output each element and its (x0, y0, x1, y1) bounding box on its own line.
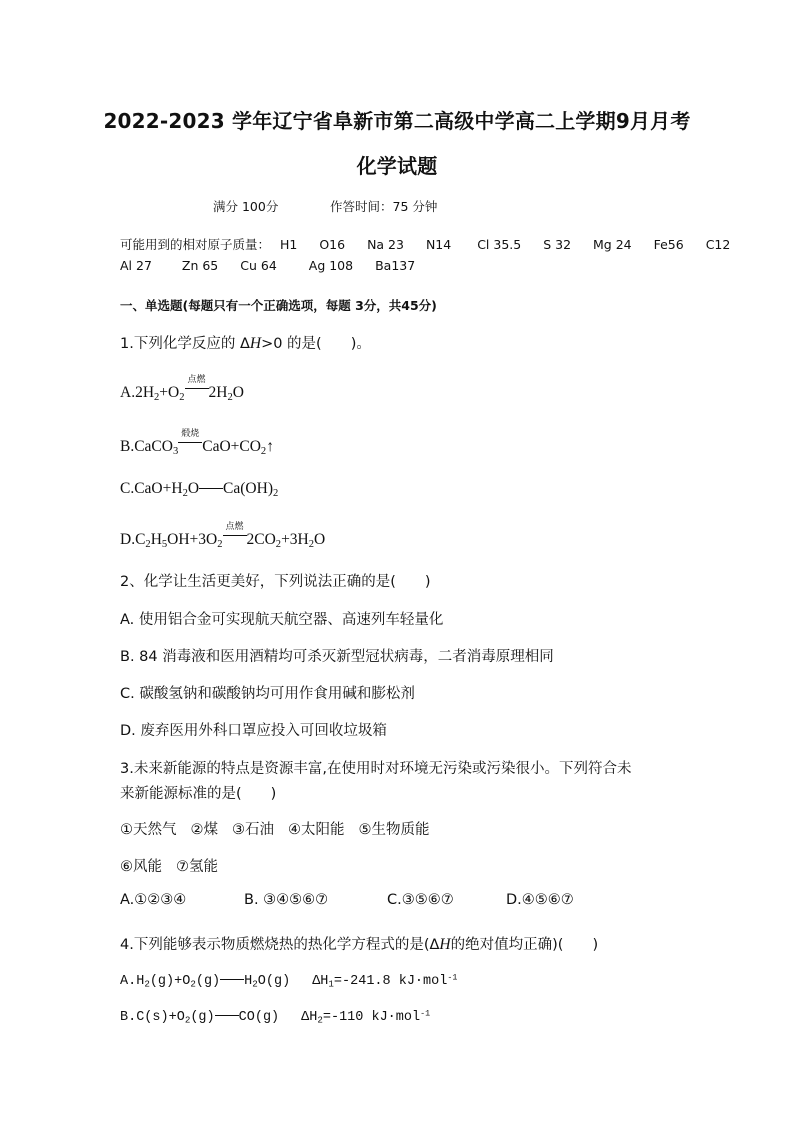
q2-option-a: A. 使用铝合金可实现航天航空器、高速列车轻量化 (120, 612, 444, 628)
formula-part: +O (159, 384, 180, 401)
formula-part: Ca(OH) (223, 480, 273, 497)
unit-exponent: -1 (420, 1008, 431, 1019)
formula-part: C (135, 531, 146, 548)
formula-part: (g) (195, 974, 221, 989)
question-4-stem (120, 933, 598, 954)
section-heading: 一、单选题(每题只有一个正确选项，每题 3分，共45分) (120, 298, 437, 313)
option-label: A. (120, 384, 136, 401)
q2-option-b: B. 84 消毒液和医用酒精均可杀灭新型冠状病毒，二者消毒原理相同 (120, 649, 554, 665)
option-label: A. (120, 974, 137, 989)
q1-option-d: $D.C_2H_5OH+3O_2$ 点燃 $2CO_2+3H_2O$ (120, 528, 325, 549)
formula-part: 2CO (246, 531, 276, 548)
formula-part: O (187, 480, 200, 497)
q3-items-line1 (120, 818, 430, 839)
atomic-mass-item: S 32 (543, 237, 572, 252)
formula-part: CaO+CO (202, 438, 261, 455)
atomic-mass-item: O16 (319, 237, 346, 252)
q1-stem-var: H (249, 335, 262, 352)
formula-part: CO(g) (238, 1010, 280, 1025)
atomic-mass-item: Zn 65 (181, 258, 219, 273)
q3-item: ④太阳能 (288, 822, 345, 838)
enthalpy-symbol: ΔH (301, 1010, 318, 1025)
atomic-mass-item: Ba137 (375, 258, 416, 273)
formula-part: (g) (190, 1010, 215, 1025)
question-1-stem (120, 332, 371, 353)
q4-stem-var: H (439, 936, 451, 953)
atomic-mass-item: Ag 108 (308, 258, 354, 273)
enthalpy-value: =-110 kJ·mol (322, 1010, 421, 1025)
formula-part: OH+3O (167, 531, 218, 548)
q3-item: ⑥风能 (120, 859, 162, 875)
option-label: C. (120, 480, 135, 497)
formula-part: O(g) (257, 974, 291, 989)
reaction-condition: 点燃 (187, 375, 206, 385)
equals-line (215, 1011, 239, 1021)
document-subtitle: 化学试题 (356, 154, 438, 178)
formula-part: O (314, 531, 326, 548)
q3-choice-c: C.③⑤⑥⑦ (387, 892, 454, 908)
equals-line (199, 484, 223, 494)
q4-option-b: $B.C(s)+O_2(g)$ CO(g) $\Delta H_2=-110$ kJ·mol$^{-1}$ (120, 1008, 431, 1026)
atomic-mass-item: N14 (425, 237, 452, 252)
question-3-stem-line1: 3.未来新能源的特点是资源丰富,在使用时对环境无污染或污染很小。下列符合未 (120, 761, 632, 777)
enthalpy-value: =-241.8 kJ·mol (333, 974, 448, 989)
enthalpy-subscript: 1 (328, 978, 334, 990)
q3-choice-d: D.④⑤⑥⑦ (506, 892, 574, 908)
formula-part: H (136, 974, 145, 989)
atomic-mass-label: 可能用到的相对原子质量： (120, 237, 271, 252)
q1-option-c: $C.CaO+H_2O$ $Ca(OH)_2$ (120, 480, 279, 499)
q3-item: ⑤生物质能 (358, 822, 430, 838)
atomic-mass-item: Fe56 (653, 237, 684, 252)
q2-option-c: C. 碳酸氢钠和碳酸钠均可用作食用碱和膨松剂 (120, 686, 415, 702)
exam-time: 作答时间：75 分钟 (330, 199, 438, 214)
document-title: 2022-2023 学年辽宁省阜新市第二高级中学高二上学期9月月考 (103, 109, 691, 133)
atomic-mass-item: Cl 35.5 (477, 237, 522, 252)
enthalpy-symbol: ΔH (312, 974, 329, 989)
enthalpy-subscript: 2 (317, 1014, 323, 1026)
condition-arrow (178, 429, 202, 451)
formula-part: 2H (135, 384, 155, 401)
reaction-condition: 点燃 (225, 522, 244, 532)
condition-arrow (185, 375, 209, 397)
atomic-mass-item: Al 27 (120, 258, 152, 273)
q3-choice-a: A.①②③④ (120, 892, 187, 908)
option-label: B. (120, 438, 135, 455)
q4-stem-post: 的绝对值均正确)( ) (450, 937, 599, 953)
q3-item: ①天然气 (120, 822, 177, 838)
q4-option-a: $A.H_2(g)+O_2(g)$ $H_2O(g)$ $\Delta H_1=-241.8$ kJ·mol$^{-1}$ (120, 972, 458, 990)
q3-item: ⑦氢能 (176, 859, 218, 875)
q1-option-b: B.CaCO$_3$ 煅烧 $CaO+CO_2↑$ (120, 435, 274, 456)
question-2-stem: 2、化学让生活更美好，下列说法正确的是( ) (120, 574, 431, 590)
formula-part: H (150, 531, 162, 548)
q1-stem-post: >0 的是( )。 (261, 336, 371, 352)
formula-part: (g)+O (149, 974, 191, 989)
formula-part: C(s)+O (136, 1010, 185, 1025)
formula-part: H (244, 974, 253, 989)
reaction-condition: 煅烧 (181, 429, 200, 439)
q3-items-line2 (120, 855, 218, 876)
q1-option-a: $A.2H_2+O_2$ 点燃 $2H_2O$ (120, 381, 244, 402)
q2-option-d: D. 废弃医用外科口罩应投入可回收垃圾箱 (120, 723, 387, 739)
formula-part: O (232, 384, 244, 401)
formula-part: 2H (208, 384, 228, 401)
atomic-mass-item: Mg 24 (593, 237, 632, 252)
condition-arrow (223, 522, 247, 544)
q3-choice-b: B. ③④⑤⑥⑦ (244, 892, 329, 908)
equals-line (220, 975, 244, 985)
atomic-mass-line-2 (120, 258, 415, 273)
formula-part: +3H (281, 531, 309, 548)
unit-exponent: -1 (447, 972, 458, 983)
option-label: D. (120, 531, 136, 548)
atomic-mass-item: Na 23 (367, 237, 404, 252)
q3-item: ②煤 (190, 822, 218, 838)
q3-item: ③石油 (232, 822, 274, 838)
atomic-mass-line-1 (120, 235, 730, 253)
atomic-mass-item: C12 (705, 237, 731, 252)
formula-part: CaO+H (134, 480, 183, 497)
gas-arrow-icon: ↑ (266, 438, 274, 455)
formula-part: CaCO (134, 438, 173, 455)
option-label: B. (120, 1010, 137, 1025)
atomic-mass-item: Cu 64 (240, 258, 277, 273)
atomic-mass-item: H1 (280, 237, 298, 252)
q1-stem-text: 1.下列化学反应的 Δ (120, 336, 250, 352)
question-3-stem-line2: 来新能源标准的是( ) (120, 786, 277, 802)
full-score: 满分 100分 (213, 199, 279, 214)
q4-stem-text: 4.下列能够表示物质燃烧热的热化学方程式的是(Δ (120, 937, 440, 953)
